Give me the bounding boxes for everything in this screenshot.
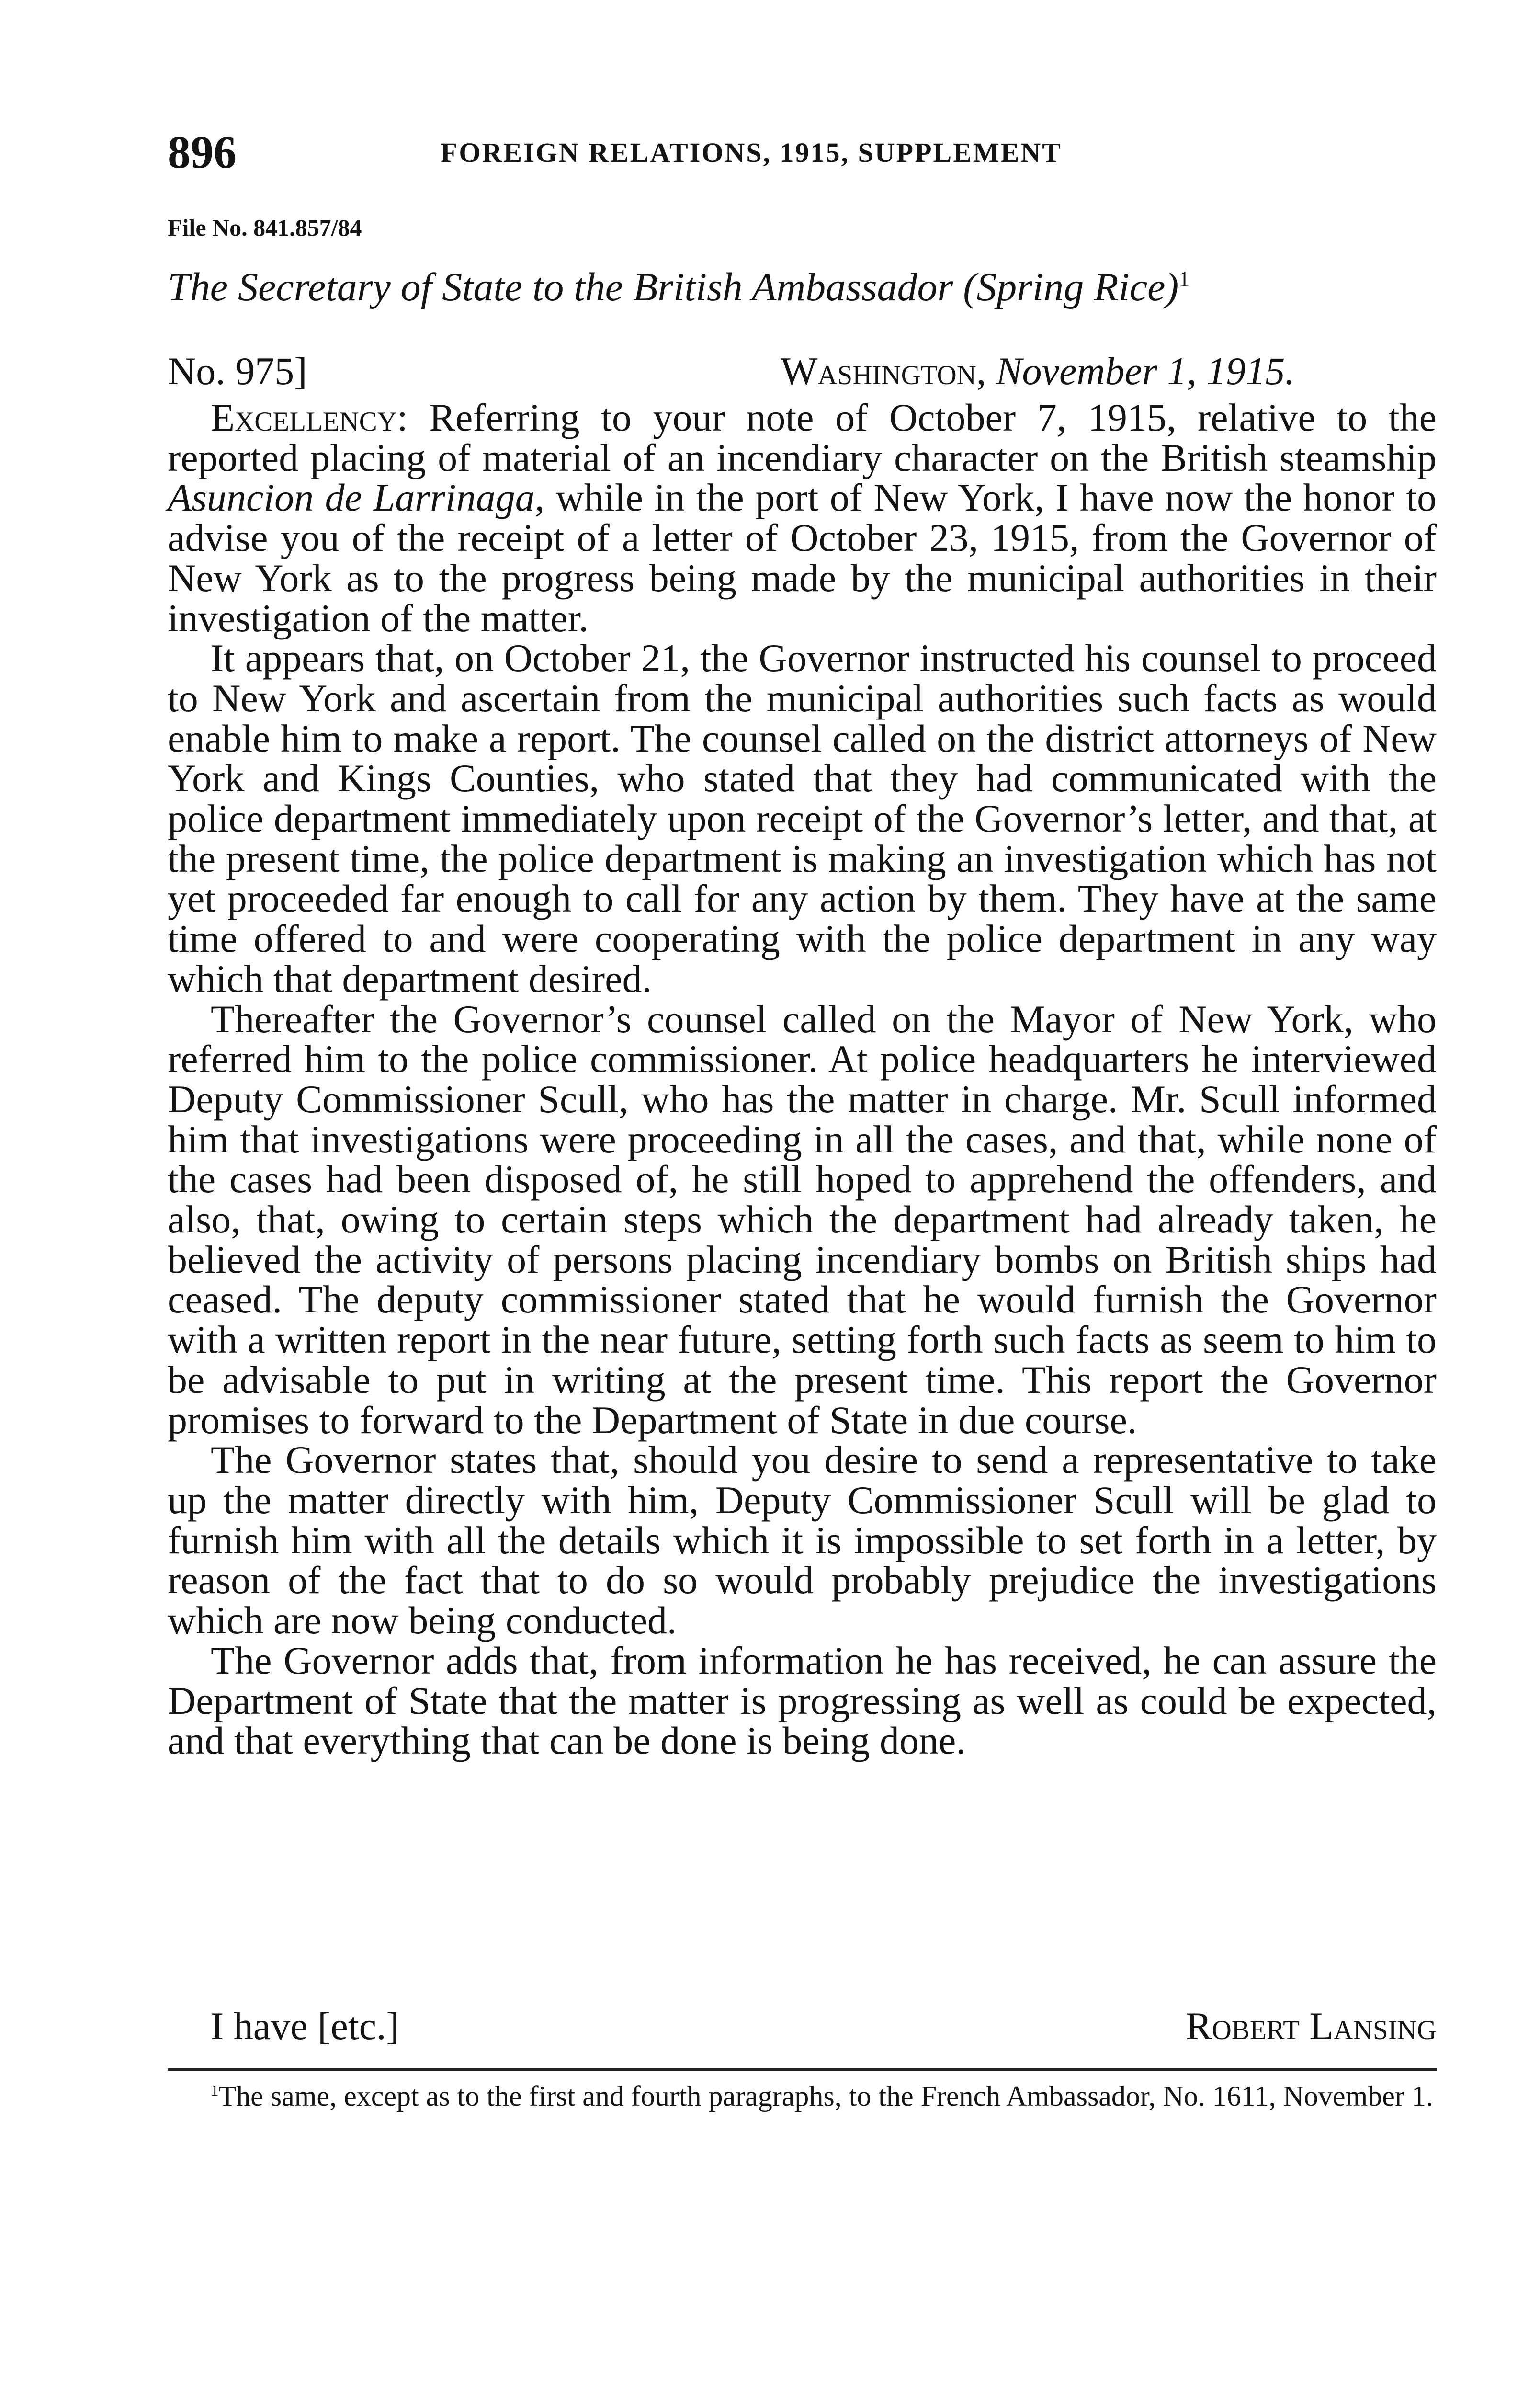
signature: Robert Lansing (1185, 2004, 1437, 2048)
paragraph-4: The Governor states that, should you desire to send a representative to take up the matter directly with him, Deputy Commissioner Scull will be glad to furnish him with all the details which it is impossible to set forth in a letter, by reason of the fact that to do so would probably prejudice the investigations which are now being conducted. (168, 1438, 1437, 1642)
paragraph-3: Thereafter the Governor’s counsel called on the Mayor of New York, who referred him to the police commissioner. At police headquarters he interviewed Deputy Commissioner Scull, who has the matter in charge. Mr. Scull informed him that investigations were proceeding in all the cases, and that, while none of the cases had been disposed of, he still hoped to apprehend the offenders, and also, that, owing to certain steps which the department had already taken, he believed the activity of persons placing incendiary bombs on British ships had ceased. The deputy commissioner stated that he would furnish the Governor with a written report in the near future, setting forth such facts as seem to him to be advisable to put in writing at the present time. This report the Governor promises to forward to the Department of State in due course. (168, 997, 1437, 1442)
page-header (168, 124, 1437, 181)
page-number: 896 (168, 126, 237, 178)
place-and-date (781, 345, 1295, 398)
paragraph-1-text-b: while in the port of New York, I have now the honor to advise you of the receipt of a letter of October 23, 1915, from the Governor of New York as to the progress being made by the municipal authorities in their investigation of the matter. (168, 476, 1437, 640)
document-number: No. 975] (168, 349, 307, 393)
dateline-place: Washington, (781, 349, 986, 393)
title-footnote-mark: 1 (1178, 267, 1190, 291)
footnote-text: The same, except as to the first and fourth paragraphs, to the French Ambassador, No. 1611, November 1. (218, 2080, 1433, 2112)
file-number: File No. 841.857/84 (168, 214, 362, 241)
paragraph-1 (168, 398, 1437, 638)
footnote-mark: 1 (211, 2082, 219, 2099)
running-head: FOREIGN RELATIONS, 1915, SUPPLEMENT (441, 137, 1062, 168)
ship-name: Asuncion de Larrinaga, (168, 476, 545, 520)
dateline (168, 345, 1437, 398)
footnote-paragraph (168, 2079, 1437, 2113)
letter-body (168, 398, 1437, 1761)
footnote-divider (168, 2068, 1437, 2071)
paragraph-5: The Governor adds that, from information he has received, he can assure the Department of State that the matter is progressing as well as could be expected, and that everything that can be done is being done. (168, 1638, 1437, 1763)
document-title-text: The Secretary of State to the British Ambassador (Spring Rice) (168, 265, 1179, 309)
footnote (168, 2079, 1437, 2113)
document-title (168, 259, 1437, 316)
paragraph-2: It appears that, on October 21, the Governor instructed his counsel to proceed to New York and ascertain from the municipal authorities such facts as would enable him to make a report. The counsel called on the district attorneys of New York and Kings Counties, who stated that they had communicated with the police department immediately upon receipt of the Governor’s letter, and that, at the present time, the police department is making an investigation which has not yet proceeded far enough to call for any action by them. They have at the same time offered to and were cooperating with the police department in any way which that department desired. (168, 636, 1437, 1001)
complimentary-close: I have [etc.] (211, 2004, 399, 2048)
dateline-date: November 1, 1915. (996, 349, 1295, 393)
salutation: Excellency: (211, 396, 408, 439)
closing-line (168, 2002, 1437, 2050)
paragraph-1-text-a: Referring to your note of October 7, 1915, relative to the reported placing of material of an incendiary character on the British steamship (168, 396, 1437, 479)
